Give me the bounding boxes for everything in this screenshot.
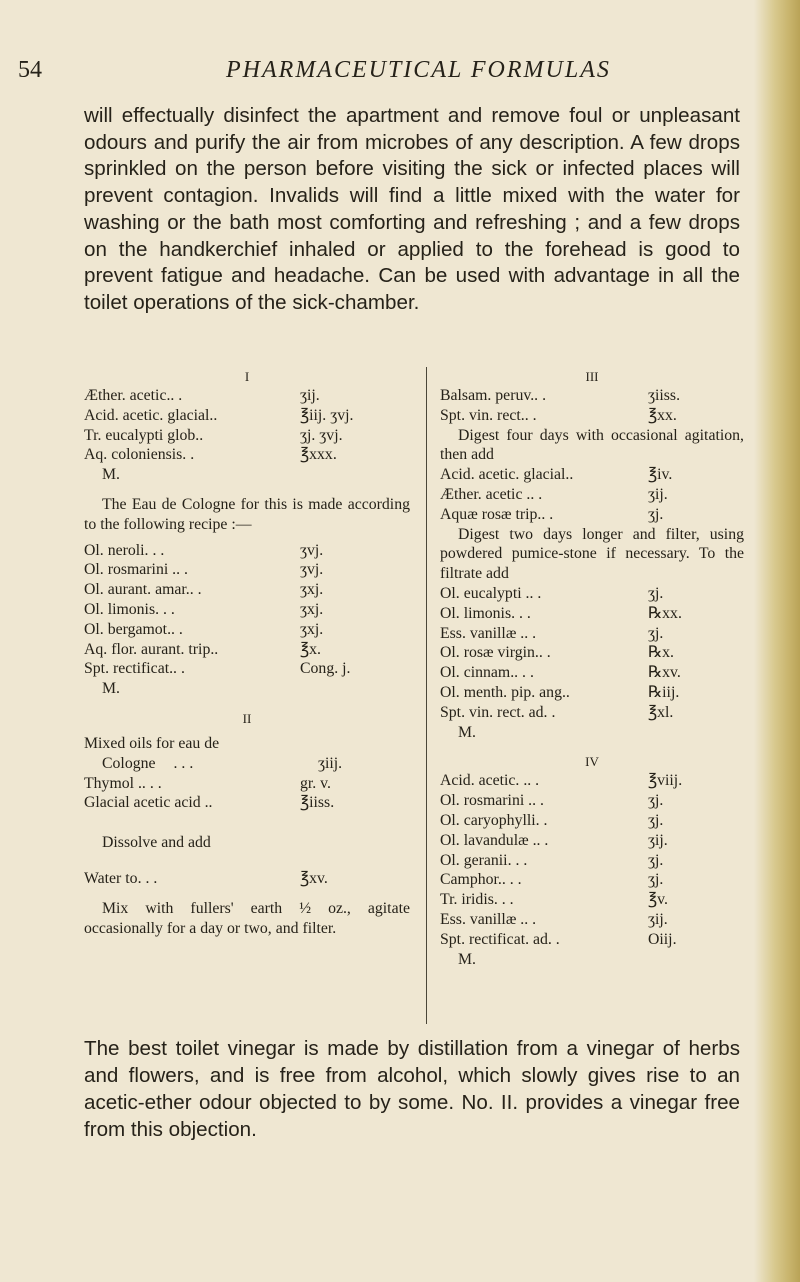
ingredient-row: Glacial acetic acid . . ℥iiss.	[84, 794, 335, 812]
running-title: PHARMACEUTICAL FORMULAS	[226, 57, 611, 83]
formula-number-2: II	[242, 710, 252, 726]
ingredient-row: Ol. menth. pip. ang. . ℞iij.	[440, 683, 680, 701]
ingredient-row: Tr. iridis . . . ℥v.	[440, 891, 668, 909]
misce-sign: M.	[458, 723, 476, 741]
formula-3-list-c	[440, 584, 744, 742]
ingredient-row: Spt. rectificat. ad . . Oiij.	[440, 930, 677, 948]
right-column	[440, 367, 744, 969]
ingredient-row: Balsam. peruv. . . ʒiiss.	[440, 387, 681, 404]
column-divider	[426, 367, 427, 1024]
ingredient-row: Aq. coloniensis . . ℥xxx.	[84, 446, 337, 464]
ingredient-row: Mixed oils for eau de	[84, 734, 220, 752]
left-column	[84, 367, 410, 938]
ingredient-row: Spt. rectificat. . . Cong. j.	[84, 660, 351, 678]
ingredient-row: Ol. caryophylli . . ʒj.	[440, 811, 664, 829]
ingredient-row: Ess. vanillæ . . . ʒij.	[440, 910, 668, 928]
ingredient-row: Acid. acetic. glacial. . ℥iij. ʒvj.	[84, 406, 354, 424]
closing-paragraph: The best toilet vinegar is made by distillation from a vinegar of herbs and flowers, and is free from alcohol, which slowly gives rise to an acetic-ether odour objected to by some. No. II. provides a vinegar free from this objection.	[84, 1037, 740, 1141]
digest-instruction-2: Digest two days longer and filter, using powdered pumice-stone if necessary. To the filtrate add	[440, 525, 744, 583]
ingredient-row: Ol. aurant. amar. . . ʒxj.	[84, 581, 324, 599]
ingredient-row: Ol. lavandulæ . . . ʒij.	[440, 831, 668, 849]
formula-number-4: IV	[585, 754, 599, 770]
ingredient-row: Spt. vin. rect. ad . . ℥xl.	[440, 703, 674, 721]
ingredient-row: Ol. cinnam. . . . ℞xv.	[440, 664, 681, 682]
ingredient-row: Æther. acetic. . . ʒij.	[84, 387, 320, 404]
digest-instruction-1: Digest four days with occasional agitation, then add	[440, 426, 744, 464]
ingredient-row: Ol. neroli . . . ʒvj.	[84, 541, 324, 559]
ingredient-row: Ol. geranii . . . ʒj.	[440, 851, 664, 869]
cologne-recipe-list	[84, 541, 410, 699]
misce-sign: M.	[102, 680, 120, 698]
ingredient-row: Cologne . . . ʒiij.	[102, 754, 343, 772]
formula-2-list	[84, 734, 410, 813]
ingredient-row: Ol. bergamot. . . ʒxj.	[84, 620, 324, 638]
formula-4-list	[440, 771, 744, 969]
ingredient-row: Æther. acetic . . . ʒij.	[440, 485, 668, 503]
ingredient-row: Aquæ rosæ trip. . . ʒj.	[440, 505, 664, 523]
page-number: 54	[18, 57, 42, 83]
ingredient-row: Thymol . . . . gr. v.	[84, 774, 332, 792]
dissolve-instruction: Dissolve and add	[102, 834, 211, 852]
ingredient-row: Ol. eucalypti . . . ʒj.	[440, 584, 664, 602]
mix-direction: Mix with fullers' earth ½ oz., agitate occasionally for a day or two, and filter.	[84, 899, 410, 937]
ingredient-row: Ol. limonis . . . ℞xx.	[440, 604, 682, 622]
ingredient-row: Tr. eucalypti glob. . ʒj. ʒvj.	[84, 426, 343, 444]
cologne-note: The Eau de Cologne for this is made according to the following recipe :—	[84, 495, 410, 533]
page-header	[18, 57, 718, 91]
ingredient-row: Acid. acetic. . . . ℥viij.	[440, 772, 683, 790]
ingredient-row: Ol. rosmarini . . . ʒj.	[440, 792, 664, 810]
ingredient-row: Spt. vin. rect. . . ℥xx.	[440, 406, 677, 424]
formula-number-3: III	[585, 369, 599, 384]
intro-paragraph: will effectually disinfect the apartment and remove foul or unpleasant odours and purify the air from microbes of any description. A few drops sprinkled on the person before visiting the sick or infected places will prevent contagion. Invalids will find a little mixed with the water for washing or the bath most comforting and refreshing ; and a few drops on the handkerchief inhaled or applied to the forehead is good to prevent fatigue and headache. Can be used with advantage in all the toilet operations of the sick-chamber.	[84, 104, 740, 314]
ingredient-row: Water to . . . ℥xv.	[84, 869, 328, 887]
misce-sign: M.	[458, 950, 476, 968]
ingredient-row: Ol. rosmarini . . . ʒvj.	[84, 561, 324, 579]
formula-3-list-b	[440, 465, 744, 524]
ingredient-row: Ol. rosæ virgin. . . ℞x.	[440, 644, 675, 662]
formula-number-1: I	[244, 369, 250, 384]
ingredient-row: Acid. acetic. glacial. . ℥iv.	[440, 466, 673, 484]
ingredient-row: Camphor. . . . ʒj.	[440, 871, 664, 889]
formula-3-list-a	[440, 386, 744, 426]
ingredient-row: Ess. vanillæ . . . ʒj.	[440, 624, 664, 642]
page-spine-shadow	[754, 0, 800, 1282]
formula-1-list	[84, 386, 410, 485]
ingredient-row: Ol. limonis . . . ʒxj.	[84, 600, 324, 618]
ingredient-row: Aq. flor. aurant. trip. . ℥x.	[84, 640, 321, 658]
misce-sign: M.	[102, 466, 120, 484]
